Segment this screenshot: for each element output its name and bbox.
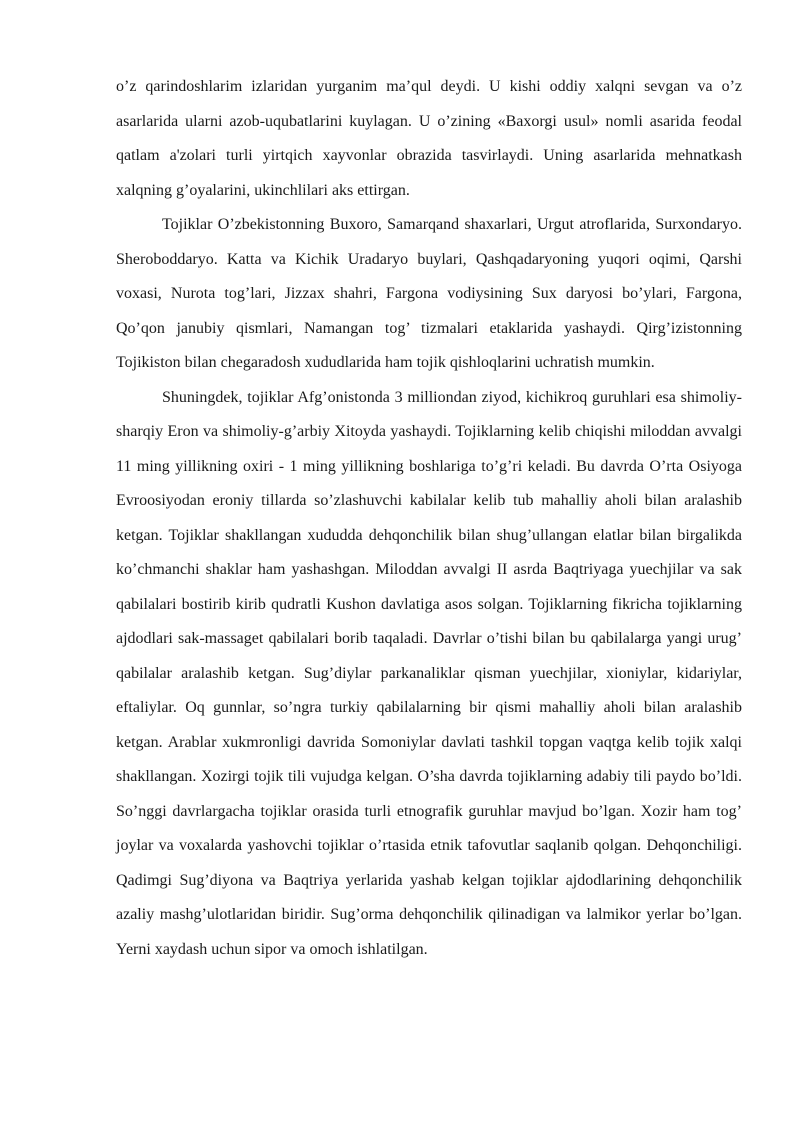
document-page [116,70,742,967]
paragraph-continuation: o’z qarindoshlarim izlaridan yurganim ma’qul deydi. U kishi oddiy xalqni sevgan va o’z asarlarida ularni azob-uqubatlarini kuylagan. U o’zining «Baxorgi usul» nomli asarida feodal qatlam a'zolari turli yirtqich xayvonlar obrazida tasvirlaydi. Uning asarlarida mehnatkash xalqning g’oyalarini, ukinchlilari aks ettirgan. [116,78,742,199]
paragraph-tajik-settlement: Tojiklar O’zbekistonning Buxoro, Samarqand shaxarlari, Urgut atroflarida, Surxondaryo. Sheroboddaryo. Katta va Kichik Uradaryo buylari, Qashqadaryoning yuqori oqimi, Qarshi voxasi, Nurota tog’lari, Jizzax shahri, Fargona vodiysining Sux daryosi bo’ylari, Fargona, Qo’qon janubiy qismlari, Namangan tog’ tizmalari etaklarida yashaydi. Qirg’izistonning Tojikiston bilan chegaradosh xududlarida ham tojik qishloqlarini uchratish mumkin. [116,216,742,371]
paragraph-tajik-origins: Shuningdek, tojiklar Afg’onistonda 3 milliondan ziyod, kichikroq guruhlari esa shimoliy-sharqiy Eron va shimoliy-g’arbiy Xitoyda yashaydi. Tojiklarning kelib chiqishi miloddan avvalgi 11 ming yillikning oxiri - 1 ming yillikning boshlariga to’g’ri keladi. Bu davrda O’rta Osiyoga Evroosiyodan eroniy tillarda so’zlashuvchi kabilalar kelib tub mahalliy aholi bilan aralashib ketgan. Tojiklar shakllangan xududda dehqonchilik bilan shug’ullangan elatlar bilan birgalikda ko’chmanchi shaklar ham yashashgan. Miloddan avvalgi II asrda Baqtriyaga yuechjilar va sak qabilalari bostirib kirib qudratli Kushon davlatiga asos solgan. Tojiklarning fikricha tojiklarning ajdodlari sak-massaget qabilalari borib taqaladi. Davrlar o’tishi bilan bu qabilalarga yangi urug’ qabilalar aralashib ketgan. Sug’diylar parkanaliklar qisman yuechjilar, xioniylar, kidariylar, eftaliylar. Oq gunnlar, so’ngra turkiy qabilalarning bir qismi mahalliy aholi bilan aralashib ketgan. Arablar xukmronligi davrida Somoniylar davlati tashkil topgan vaqtga kelib tojik xalqi shakllangan. Xozirgi tojik tili vujudga kelgan. O’sha davrda tojiklarning adabiy tili paydo bo’ldi. So’nggi davrlargacha tojiklar orasida turli etnografik guruhlar mavjud bo’lgan. Xozir ham tog’ joylar va voxalarda yashovchi tojiklar o’rtasida etnik tafovutlar saqlanib qolgan. Dehqonchiligi. Qadimgi Sug’diyona va Baqtriya yerlarida yashab kelgan tojiklar ajdodlarining dehqonchilik azaliy mashg’ulotlaridan biridir. Sug’orma dehqonchilik qilinadigan va lalmikor yerlar bo’lgan. Yerni xaydash uchun sipor va omoch ishlatilgan. [116,388,742,958]
